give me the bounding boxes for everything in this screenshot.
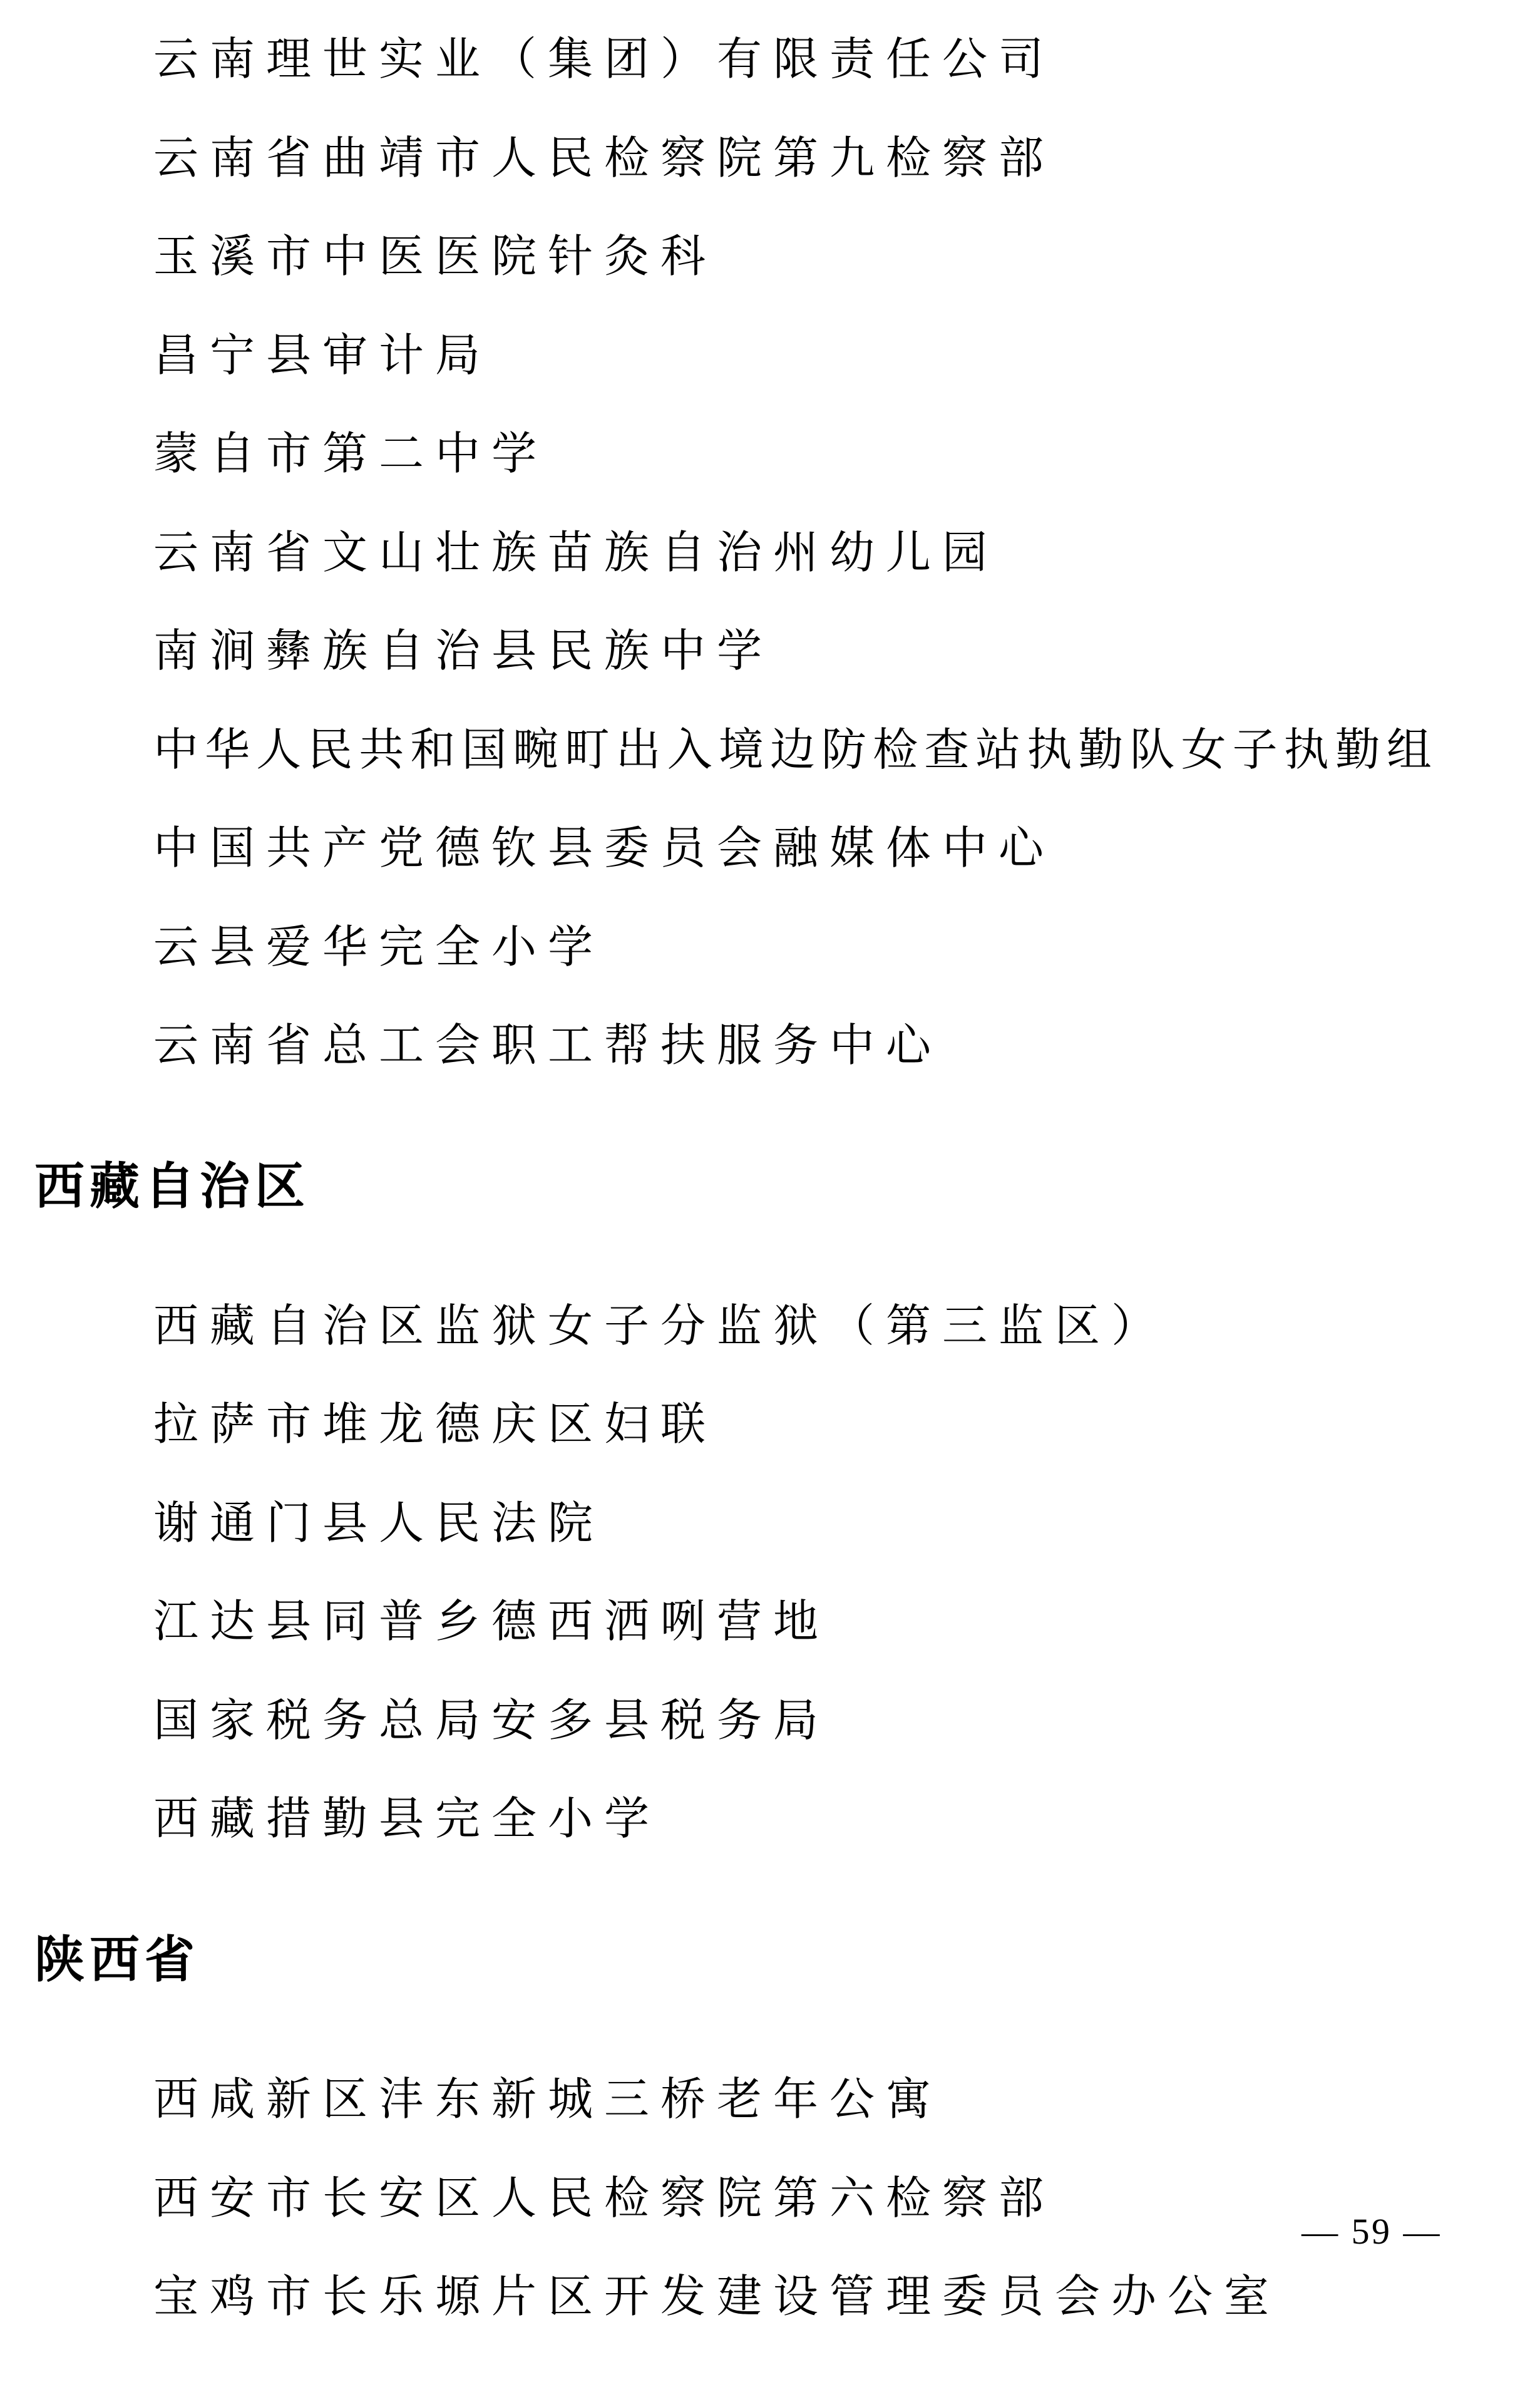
org-item: 云南省曲靖市人民检察院第九检察部 (153, 133, 1055, 183)
org-item: 中国共产党德钦县委员会融媒体中心 (153, 823, 1055, 874)
org-item: 拉萨市堆龙德庆区妇联 (153, 1400, 717, 1450)
org-item: 西咸新区沣东新城三桥老年公寓 (153, 2075, 943, 2125)
org-item: 中华人民共和国畹町出入境边防检查站执勤队女子执勤组 (153, 724, 1439, 775)
org-item: 玉溪市中医医院针灸科 (153, 232, 717, 282)
page-number: — 59 — (1301, 2211, 1442, 2252)
org-item: 西安市长安区人民检察院第六检察部 (153, 2173, 1055, 2224)
org-item: 蒙自市第二中学 (153, 429, 548, 479)
org-item: 宝鸡市长乐塬片区开发建设管理委员会办公室 (153, 2272, 1281, 2323)
org-item: 云南理世实业（集团）有限责任公司 (153, 34, 1055, 85)
province-header-shaanxi: 陕西省 (34, 1932, 200, 1988)
org-item: 南涧彝族自治县民族中学 (153, 626, 774, 676)
org-item: 国家税务总局安多县税务局 (153, 1695, 830, 1746)
page-footer (1301, 2212, 1442, 2252)
org-item: 西藏措勤县完全小学 (153, 1794, 661, 1845)
province-header-xizang: 西藏自治区 (34, 1158, 310, 1214)
org-item: 谢通门县人民法院 (153, 1498, 605, 1549)
org-item: 云南省文山壮族苗族自治州幼儿园 (153, 527, 999, 578)
org-item: 江达县同普乡德西洒咧营地 (153, 1597, 830, 1647)
org-item: 西藏自治区监狱女子分监狱（第三监区） (153, 1301, 1168, 1351)
org-item: 云南省总工会职工帮扶服务中心 (153, 1021, 943, 1071)
org-item: 昌宁县审计局 (153, 330, 492, 381)
org-item: 云县爱华完全小学 (153, 922, 605, 972)
